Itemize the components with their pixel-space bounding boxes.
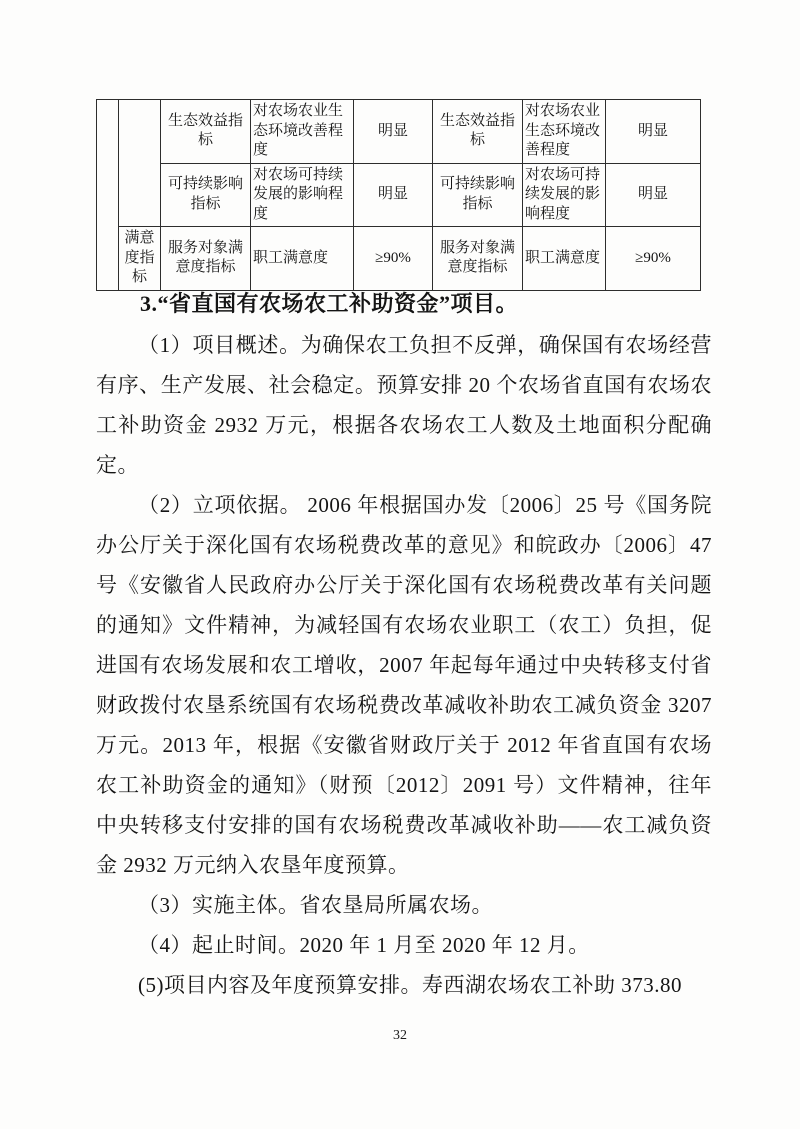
- indicator-value-cell: 明显: [606, 100, 701, 164]
- table-row: [97, 100, 701, 164]
- indicator-cell: 可持续影响指标: [433, 163, 523, 227]
- page-number: 32: [393, 1028, 407, 1043]
- indicator-detail-cell: 职工满意度: [523, 227, 606, 291]
- category-cell-satisfaction: 满意度指标: [119, 227, 161, 291]
- indicator-cell: 服务对象满意度指标: [433, 227, 523, 291]
- paragraph-time-range: （4）起止时间。2020 年 1 月至 2020 年 12 月。: [138, 933, 590, 957]
- indicator-cell: 生态效益指标: [161, 100, 251, 164]
- table-row: [97, 163, 701, 227]
- table-empty-category-cell: [119, 100, 161, 227]
- document-body: [96, 283, 712, 1005]
- table-row: [97, 227, 701, 291]
- indicator-detail-cell: 对农场农业生态环境改善程度: [523, 100, 606, 164]
- paragraph-project-overview: （1）项目概述。为确保农工负担不反弹，确保国有农场经营有序、生产发展、社会稳定。预算安排 20 个农场省直国有农场农工补助资金 2932 万元，根据各农场农工人数及土地面积分配确定。: [96, 333, 712, 477]
- indicator-detail-cell: 对农场可持续发展的影响程度: [523, 163, 606, 227]
- paragraph-implementing-body: （3）实施主体。省农垦局所属农场。: [138, 893, 493, 917]
- indicator-cell: 服务对象满意度指标: [161, 227, 251, 291]
- indicator-value-cell: 明显: [354, 163, 433, 227]
- section-heading: 3.“省直国有农场农工补助资金”项目。: [140, 291, 519, 316]
- paragraph-budget-arrangement: (5)项目内容及年度预算安排。寿西湖农场农工补助 373.80: [138, 973, 682, 997]
- indicator-value-cell: ≥90%: [354, 227, 433, 291]
- indicator-value-cell: 明显: [606, 163, 701, 227]
- table-empty-spacer-cell: [97, 100, 119, 291]
- indicator-detail-cell: 职工满意度: [251, 227, 354, 291]
- indicator-value-cell: 明显: [354, 100, 433, 164]
- indicator-cell: 可持续影响指标: [161, 163, 251, 227]
- indicator-detail-cell: 对农场农业生态环境改善程度: [251, 100, 354, 164]
- paragraph-project-basis: （2）立项依据。 2006 年根据国办发〔2006〕25 号《国务院办公厅关于深化国有农场税费改革的意见》和皖政办〔2006〕47 号《安徽省人民政府办公厅关于深化国有农场税费改革有关问题的通知》文件精神，为减轻国有农场农业职工（农工）负担，促进国有农场发展和农工增收，2007 年起每年通过中央转移支付省财政拨付农垦系统国有农场税费改革减收补助农工减负资金 3207 万元。2013 年，根据《安徽省财政厅关于 2012 年省直国有农场农工补助资金的通知》（财预〔2012〕2091 号）文件精神，往年中央转移支付安排的国有农场税费改革减收补助——农工减负资金 2932 万元纳入农垦年度预算。: [96, 493, 712, 877]
- indicator-cell: 生态效益指标: [433, 100, 523, 164]
- indicator-value-cell: ≥90%: [606, 227, 701, 291]
- performance-indicator-table: [96, 99, 701, 291]
- indicator-detail-cell: 对农场可持续发展的影响程度: [251, 163, 354, 227]
